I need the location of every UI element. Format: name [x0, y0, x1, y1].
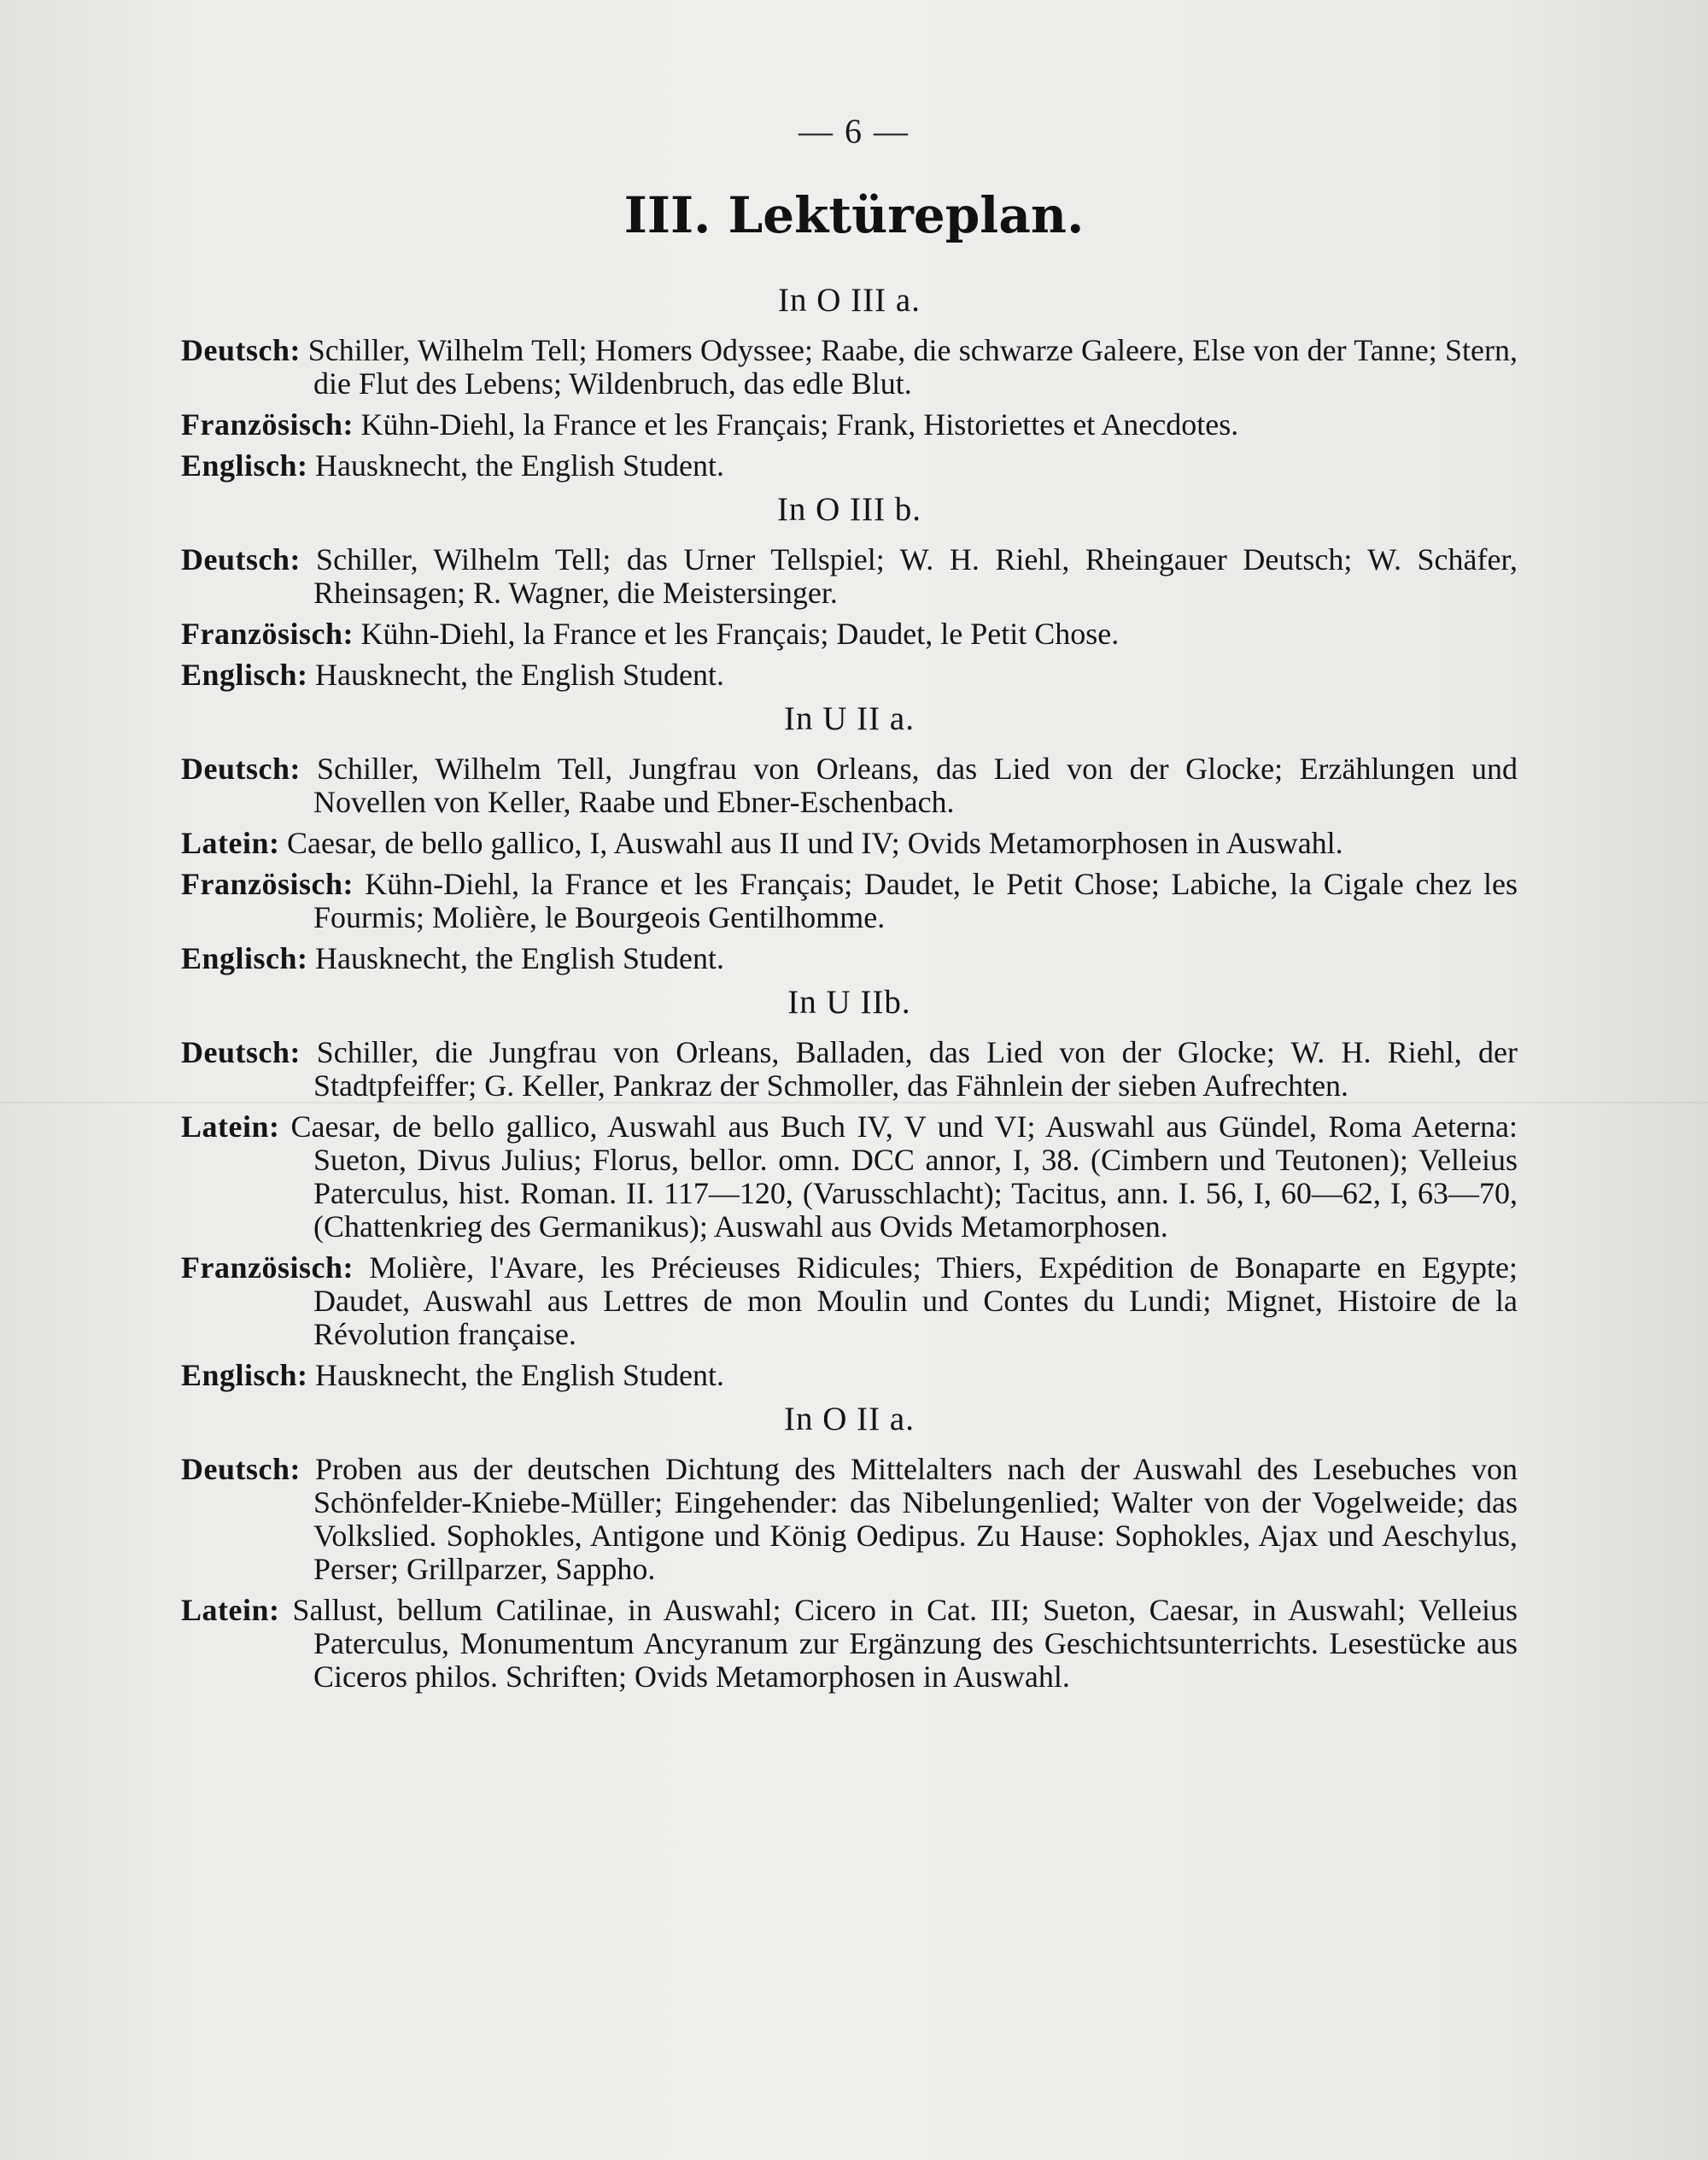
subject-label: Französisch — [181, 1250, 343, 1285]
subject-label: Englisch — [181, 658, 298, 692]
entry-text: Kühn-Diehl, la France et les Français; Daudet, le Petit Chose. — [360, 617, 1120, 651]
entry: Deutsch: Proben aus der deutschen Dichtung des Mittelalters nach der Auswahl des Lesebuches von Schönfelder-Kniebe-Müller; Eingehender: das Nibelungenlied; Walter von der Vogelweide; das Volkslied. Sophokles, Antigone und König Oedipus. Zu Hause: Sophokles, Ajax und Aeschylus, Perser; Grillparzer, Sappho. — [181, 1452, 1518, 1586]
subject-label: Latein — [181, 826, 270, 860]
section-heading: In U II a. — [784, 700, 915, 737]
entry-text: Caesar, de bello gallico, I, Auswahl aus II und IV; Ovids Metamorphosen in Auswahl. — [287, 826, 1343, 860]
subject-label: Englisch — [181, 941, 298, 975]
entry-text: Hausknecht, the English Student. — [315, 658, 724, 692]
entry: Englisch: Hausknecht, the English Student. — [181, 1358, 724, 1392]
section-o-iii-b — [181, 493, 1518, 692]
subject-label: Französisch — [181, 407, 343, 442]
entry-text: Hausknecht, the English Student. — [315, 448, 724, 483]
entry: Englisch: Hausknecht, the English Student. — [181, 448, 724, 483]
entry: Französisch: Kühn-Diehl, la France et les Français; Daudet, le Petit Chose; Labiche, la Cigale chez les Fourmis; Molière, le Bourgeois Gentilhomme. — [181, 867, 1518, 934]
entry-text: Schiller, Wilhelm Tell; das Urner Tellspiel; W. H. Riehl, Rheingauer Deutsch; W. Schäfer, Rheinsagen; R. Wagner, die Meistersinger. — [313, 542, 1518, 610]
subject-label: Englisch — [181, 1358, 298, 1392]
entry: Deutsch: Schiller, Wilhelm Tell; Homers Odyssee; Raabe, die schwarze Galeere, Else von der Tanne; Stern, die Flut des Lebens; Wildenbruch, das edle Blut. — [181, 333, 1518, 401]
entry: Deutsch: Schiller, die Jungfrau von Orleans, Balladen, das Lied von der Glocke; W. H. Riehl, der Stadtpfeiffer; G. Keller, Pankraz der Schmoller, das Fähnlein der sieben Aufrechten. — [181, 1035, 1518, 1103]
entry-text: Schiller, Wilhelm Tell; Homers Odyssee; Raabe, die schwarze Galeere, Else von der Tanne; Stern, die Flut des Lebens; Wildenbruch, das edle Blut. — [307, 333, 1518, 401]
subject-label: Deutsch — [181, 333, 290, 367]
section-u-ii-a — [181, 702, 1518, 975]
subject-label: Französisch — [181, 867, 343, 901]
entry-text: Hausknecht, the English Student. — [315, 1358, 724, 1392]
section-heading: In O III a. — [778, 282, 921, 319]
entry-text: Schiller, Wilhelm Tell, Jungfrau von Orleans, das Lied von der Glocke; Erzählungen und Novellen von Keller, Raabe und Ebner-Eschenbach. — [313, 752, 1518, 819]
entry-text: Kühn-Diehl, la France et les Français; Frank, Historiettes et Anecdotes. — [360, 407, 1239, 442]
page-number: — 6 — — [798, 112, 910, 150]
subject-label: Deutsch — [181, 1035, 290, 1069]
section-heading: In O III b. — [776, 491, 922, 528]
entry-text: Proben aus der deutschen Dichtung des Mittelalters nach der Auswahl des Lesebuches von Schönfelder-Kniebe-Müller; Eingehender: das Nibelungenlied; Walter von der Vogelweide; das Volkslied. Sophokles, Antigone und König Oedipus. Zu Hause: Sophokles, Ajax und Aeschylus, Perser; Grillparzer, Sappho. — [313, 1452, 1518, 1586]
entry: Französisch: Kühn-Diehl, la France et les Français; Frank, Historiettes et Anecdotes. — [181, 407, 1239, 442]
entry: Latein: Caesar, de bello gallico, I, Auswahl aus II und IV; Ovids Metamorphosen in Auswahl. — [181, 826, 1343, 860]
entry-text: Molière, l'Avare, les Précieuses Ridicules; Thiers, Expédition de Bonaparte en Egypte; Daudet, Auswahl aus Lettres de mon Moulin und Contes du Lundi; Mignet, Histoire de la Révolution française. — [313, 1250, 1518, 1351]
entry: Englisch: Hausknecht, the English Student. — [181, 941, 724, 975]
subject-label: Deutsch — [181, 542, 290, 577]
entry-text: Caesar, de bello gallico, Auswahl aus Buch IV, V und VI; Auswahl aus Gündel, Roma Aeterna: Sueton, Divus Julius; Florus, bellor. omn. DCC annor, I, 38. (Cimbern und Teutonen); Velleius Paterculus, hist. Roman. II. 117—120, (Varusschlacht); Tacitus, ann. I. 56, I, 60—62, I, 63—70, (Chattenkrieg des Germanikus); Auswahl aus Ovids Metamorphosen. — [290, 1109, 1518, 1244]
section-o-iii-a — [181, 284, 1518, 483]
entry: Deutsch: Schiller, Wilhelm Tell, Jungfrau von Orleans, das Lied von der Glocke; Erzählungen und Novellen von Keller, Raabe und Ebner-Eschenbach. — [181, 752, 1518, 819]
section-heading: In U IIb. — [787, 984, 911, 1021]
entry-text: Kühn-Diehl, la France et les Français; Daudet, le Petit Chose; Labiche, la Cigale chez les Fourmis; Molière, le Bourgeois Gentilhomme. — [313, 867, 1518, 934]
entry-text: Hausknecht, the English Student. — [315, 941, 724, 975]
entry: Deutsch: Schiller, Wilhelm Tell; das Urner Tellspiel; W. H. Riehl, Rheingauer Deutsch; W. Schäfer, Rheinsagen; R. Wagner, die Meistersinger. — [181, 542, 1518, 610]
subject-label: Deutsch — [181, 752, 290, 786]
subject-label: Englisch — [181, 448, 298, 483]
entry: Französisch: Molière, l'Avare, les Précieuses Ridicules; Thiers, Expédition de Bonaparte en Egypte; Daudet, Auswahl aus Lettres de mon Moulin und Contes du Lundi; Mignet, Histoire de la Révolution française. — [181, 1250, 1518, 1351]
entry: Latein: Sallust, bellum Catilinae, in Auswahl; Cicero in Cat. III; Sueton, Caesar, in Auswahl; Velleius Paterculus, Monumentum Ancyranum zur Ergänzung des Geschichtsunterrichts. Lesestücke aus Ciceros philos. Schriften; Ovids Metamorphosen in Auswahl. — [181, 1593, 1518, 1694]
section-o-ii-a — [181, 1402, 1518, 1694]
subject-label: Französisch — [181, 617, 343, 651]
entry: Französisch: Kühn-Diehl, la France et les Français; Daudet, le Petit Chose. — [181, 617, 1120, 651]
subject-label: Latein — [181, 1109, 270, 1144]
subject-label: Latein — [181, 1593, 270, 1627]
entry-text: Sallust, bellum Catilinae, in Auswahl; Cicero in Cat. III; Sueton, Caesar, in Auswahl; Velleius Paterculus, Monumentum Ancyranum zur Ergänzung des Geschichtsunterrichts. Lesestücke aus Ciceros philos. Schriften; Ovids Metamorphosen in Auswahl. — [292, 1593, 1518, 1694]
section-u-ii-b — [181, 986, 1518, 1392]
section-heading: In O II a. — [784, 1401, 915, 1437]
reading-plan-content — [181, 273, 1518, 1701]
page-title: III. Lektüreplan. — [623, 186, 1085, 244]
entry-text: Schiller, die Jungfrau von Orleans, Balladen, das Lied von der Glocke; W. H. Riehl, der Stadtpfeiffer; G. Keller, Pankraz der Schmoller, das Fähnlein der sieben Aufrechten. — [313, 1035, 1518, 1103]
entry: Latein: Caesar, de bello gallico, Auswahl aus Buch IV, V und VI; Auswahl aus Gündel, Roma Aeterna: Sueton, Divus Julius; Florus, bellor. omn. DCC annor, I, 38. (Cimbern und Teutonen); Velleius Paterculus, hist. Roman. II. 117—120, (Varusschlacht); Tacitus, ann. I. 56, I, 60—62, I, 63—70, (Chattenkrieg des Germanikus); Auswahl aus Ovids Metamorphosen. — [181, 1109, 1518, 1244]
entry: Englisch: Hausknecht, the English Student. — [181, 658, 724, 692]
subject-label: Deutsch — [181, 1452, 290, 1486]
